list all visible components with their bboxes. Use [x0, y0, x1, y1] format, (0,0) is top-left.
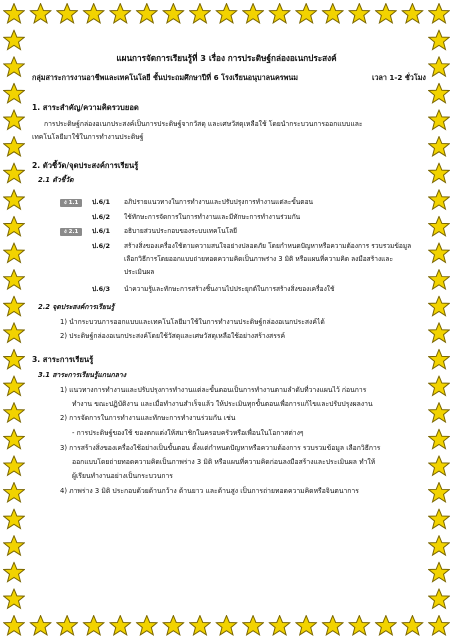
- time-label: เวลา 1-2 ชั่วโมง: [372, 73, 426, 82]
- indicator-text: ประเมินผล: [124, 268, 155, 276]
- indicator-code: ป.6/1: [92, 227, 111, 235]
- content-line: ผู้เรียนทำงานอย่างเป็นกระบวนการ: [72, 472, 173, 480]
- content-line: 4) ภาพร่าง 3 มิติ ประกอบด้วยด้านกว้าง ด้านยาว และด้านสูง เป็นการถ่ายทอดความคิดหรือจินตนาการ: [60, 487, 359, 495]
- objective: 1) นำกระบวนการออกแบบและเทคโนโลยีมาใช้ในการทำงานประดิษฐ์กล่องอเนกประสงค์ได้: [60, 318, 325, 326]
- subject-line: กลุ่มสาระการงานอาชีพและเทคโนโลยี ชั้นประถมศึกษาปีที่ 6 โรงเรียนอนุบาลนครพนม: [32, 73, 299, 82]
- content-line: 2) การจัดการในการทำงานและทักษะการทำงานร่วมกัน เช่น: [60, 414, 236, 422]
- section3-heading: 3. สาระการเรียนรู้: [32, 355, 94, 364]
- section2-heading: 2. ตัวชี้วัด/จุดประสงค์การเรียนรู้: [32, 161, 139, 170]
- indicator-code: ป.6/2: [92, 242, 111, 250]
- indicator-text: อธิบายส่วนประกอบของระบบเทคโนโลยี: [124, 227, 238, 235]
- indicator-code: ป.6/1: [92, 198, 111, 206]
- indicator-code: ป.6/3: [92, 285, 111, 293]
- indicator-badge: ง 1.1: [60, 197, 82, 207]
- indicator-text: ใช้ทักษะการจัดการในการทำงานและมีทักษะการทำงานร่วมกัน: [124, 213, 301, 221]
- indicator-text: นำความรู้และทักษะการสร้างชิ้นงานไปประยุกต์ในการสร้างสิ่งของเครื่องใช้: [124, 285, 335, 293]
- content-line: 1) แนวทางการทำงานและปรับปรุงการทำงานแต่ละขั้นตอนเป็นการทำงานตามลำดับที่วางแผนไว้ ก่อนการ: [60, 386, 367, 394]
- section2-sub1: 2.1 ตัวชี้วัด: [38, 176, 74, 184]
- indicator-badge: ง 2.1: [60, 226, 82, 236]
- indicator-code: ป.6/2: [92, 213, 111, 221]
- content-line: 3) การสร้างสิ่งของเครื่องใช้อย่างเป็นขั้นตอน ตั้งแต่กำหนดปัญหาหรือความต้องการ รวบรวมข้อมูล เลือกวิธีการ: [60, 444, 381, 452]
- objective: 2) ประดิษฐ์กล่องอเนกประสงค์โดยใช้วัสดุและเศษวัสดุเหลือใช้อย่างสร้างสรรค์: [60, 332, 286, 340]
- section3-sub1: 3.1 สาระการเรียนรู้แกนกลาง: [38, 371, 127, 379]
- section1-heading: 1. สาระสำคัญ/ความคิดรวบยอด: [32, 103, 139, 112]
- section1-line: เทคโนโลยีมาใช้ในการทำงานประดิษฐ์: [32, 133, 144, 141]
- section2-sub2: 2.2 จุดประสงค์การเรียนรู้: [38, 303, 115, 311]
- indicator-text: อภิปรายแนวทางในการทำงานและปรับปรุงการทำงานแต่ละขั้นตอน: [124, 198, 314, 206]
- page-title: แผนการจัดการเรียนรู้ที่ 3 เรื่อง การประดิษฐ์กล่องอเนกประสงค์: [116, 53, 337, 63]
- indicator-text: สร้างสิ่งของเครื่องใช้ตามความสนใจอย่างปลอดภัย โดยกำหนดปัญหาหรือความต้องการ รวบรวมข้อมูล: [124, 242, 412, 250]
- content-line: ออกแบบโดยถ่ายทอดความคิดเป็นภาพร่าง 3 มิติ หรือแผนที่ความคิดก่อนลงมือสร้างและประเมินผล ทำให้: [72, 458, 376, 466]
- indicator-text: เลือกวิธีการโดยออกแบบถ่ายทอดความคิดเป็นภาพร่าง 3 มิติ หรือแผนที่ความคิด ลงมือสร้างและ: [124, 255, 394, 263]
- content-line: - การประดิษฐ์ของใช้ ของตกแต่งให้สมาชิกในครอบครัวหรือเพื่อนในโอกาสต่างๆ: [72, 429, 304, 437]
- content-line: ทำงาน ขณะปฏิบัติงาน และเมื่อทำงานสำเร็จแล้ว ให้ประเมินทุกขั้นตอนเพื่อการแก้ไขและปรับปรุงผลงาน: [72, 400, 373, 408]
- section1-line: การประดิษฐ์กล่องอเนกประสงค์เป็นการประดิษฐ์จากวัสดุ และเศษวัสดุเหลือใช้ โดยนำกระบวนการออกแบบและ: [44, 120, 363, 128]
